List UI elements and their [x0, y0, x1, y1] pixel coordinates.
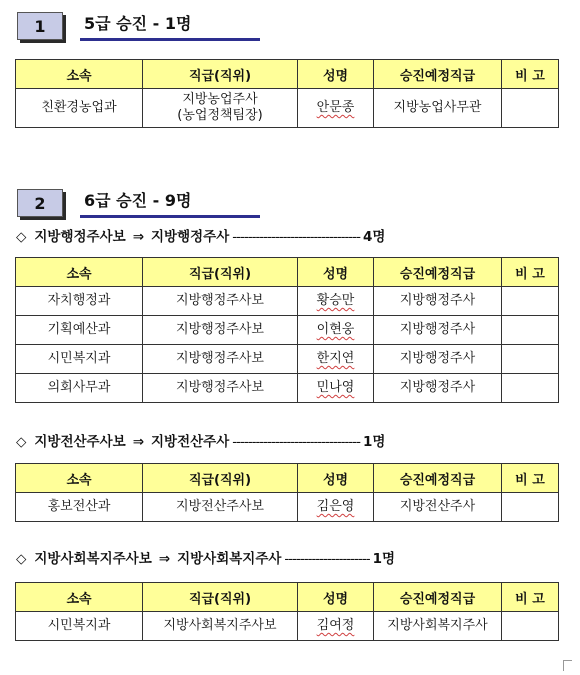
section-number-box: 2 — [17, 189, 63, 217]
section-title: 6급 승진 - 9명 — [80, 189, 260, 218]
cell-target: 지방행정주사 — [374, 345, 502, 374]
cell-dept: 자치행정과 — [16, 287, 143, 316]
header-target: 승진예정직급 — [374, 464, 502, 493]
cell-name-text: 안문종 — [316, 100, 355, 115]
subheading-admin — [16, 227, 385, 247]
section-number-box: 1 — [17, 12, 63, 40]
subheading-it — [16, 432, 385, 452]
cell-rank: 지방행정주사보 — [143, 345, 298, 374]
header-target: 승진예정직급 — [374, 258, 502, 287]
section-1-heading — [17, 12, 260, 42]
table-header-row — [16, 464, 559, 493]
cell-note — [502, 316, 559, 345]
header-rank: 직급(직위) — [143, 258, 298, 287]
cell-note — [502, 89, 559, 128]
cell-rank: 지방사회복지주사보 — [143, 612, 298, 641]
promotion-table-it — [15, 463, 559, 522]
table-row — [16, 89, 559, 128]
cell-dept: 의회사무과 — [16, 374, 143, 403]
header-target: 승진예정직급 — [374, 583, 502, 612]
header-dept: 소속 — [16, 60, 143, 89]
cell-name — [298, 287, 374, 316]
table-row — [16, 612, 559, 641]
cell-name-text: 김은영 — [316, 499, 355, 514]
table-row — [16, 345, 559, 374]
leader-dashes: --------------------------------- — [232, 229, 361, 245]
cell-target: 지방전산주사 — [374, 493, 502, 522]
cell-dept: 기획예산과 — [16, 316, 143, 345]
arrow-icon: ⇒ — [158, 551, 171, 567]
header-dept: 소속 — [16, 464, 143, 493]
cell-name-text: 한지연 — [316, 351, 355, 366]
cell-target: 지방행정주사 — [374, 316, 502, 345]
cell-note — [502, 493, 559, 522]
header-name: 성명 — [298, 258, 374, 287]
cell-rank-line2: (농업정책팀장) — [177, 108, 263, 123]
table-row — [16, 287, 559, 316]
cell-name — [298, 493, 374, 522]
to-rank: 지방사회복지주사 — [177, 551, 282, 567]
cell-name-text: 황승만 — [316, 293, 355, 308]
table-row — [16, 493, 559, 522]
promotion-table-admin — [15, 257, 559, 403]
cell-note — [502, 287, 559, 316]
page-corner-mark — [563, 660, 572, 671]
cell-dept: 친환경농업과 — [16, 89, 143, 128]
header-rank: 직급(직위) — [143, 464, 298, 493]
header-name: 성명 — [298, 60, 374, 89]
subheading-welfare — [16, 549, 395, 569]
cell-dept: 홍보전산과 — [16, 493, 143, 522]
cell-target: 지방농업사무관 — [374, 89, 502, 128]
header-name: 성명 — [298, 464, 374, 493]
promotion-table-welfare — [15, 582, 559, 641]
header-rank: 직급(직위) — [143, 583, 298, 612]
cell-name — [298, 612, 374, 641]
cell-dept: 시민복지과 — [16, 345, 143, 374]
cell-rank: 지방행정주사보 — [143, 374, 298, 403]
header-dept: 소속 — [16, 583, 143, 612]
table-header-row — [16, 258, 559, 287]
cell-name-text: 이현웅 — [316, 322, 355, 337]
cell-rank: 지방전산주사보 — [143, 493, 298, 522]
section-title: 5급 승진 - 1명 — [80, 12, 260, 41]
header-note: 비 고 — [502, 258, 559, 287]
from-rank: 지방전산주사보 — [34, 434, 126, 450]
cell-rank-line1: 지방농업주사 — [182, 92, 258, 107]
header-note: 비 고 — [502, 60, 559, 89]
arrow-icon: ⇒ — [132, 229, 144, 245]
cell-dept: 시민복지과 — [16, 612, 143, 641]
cell-name-text: 민나영 — [316, 380, 355, 395]
header-dept: 소속 — [16, 258, 143, 287]
count: 1명 — [363, 434, 386, 450]
cell-name — [298, 89, 374, 128]
header-name: 성명 — [298, 583, 374, 612]
cell-name — [298, 345, 374, 374]
cell-target: 지방사회복지주사 — [374, 612, 502, 641]
cell-target: 지방행정주사 — [374, 287, 502, 316]
header-target: 승진예정직급 — [374, 60, 502, 89]
cell-name-text: 김여정 — [316, 618, 355, 633]
table-header-row — [16, 60, 559, 89]
header-note: 비 고 — [502, 464, 559, 493]
header-note: 비 고 — [502, 583, 559, 612]
count: 1명 — [372, 551, 396, 567]
diamond-icon: ◇ — [16, 229, 27, 245]
count: 4명 — [363, 229, 386, 245]
diamond-icon: ◇ — [16, 434, 27, 450]
to-rank: 지방전산주사 — [151, 434, 230, 450]
cell-rank — [143, 89, 298, 128]
cell-name — [298, 374, 374, 403]
from-rank: 지방사회복지주사보 — [34, 551, 152, 567]
arrow-icon: ⇒ — [132, 434, 144, 450]
to-rank: 지방행정주사 — [151, 229, 230, 245]
cell-rank: 지방행정주사보 — [143, 287, 298, 316]
promotion-table-grade5 — [15, 59, 559, 128]
from-rank: 지방행정주사보 — [34, 229, 126, 245]
header-rank: 직급(직위) — [143, 60, 298, 89]
cell-target: 지방행정주사 — [374, 374, 502, 403]
table-row — [16, 316, 559, 345]
diamond-icon: ◇ — [16, 551, 27, 567]
table-row — [16, 374, 559, 403]
cell-name — [298, 316, 374, 345]
leader-dashes: ---------------------- — [284, 551, 370, 567]
cell-note — [502, 374, 559, 403]
cell-note — [502, 612, 559, 641]
section-2-heading — [17, 189, 260, 219]
table-header-row — [16, 583, 559, 612]
cell-rank: 지방행정주사보 — [143, 316, 298, 345]
cell-note — [502, 345, 559, 374]
leader-dashes: --------------------------------- — [232, 434, 361, 450]
